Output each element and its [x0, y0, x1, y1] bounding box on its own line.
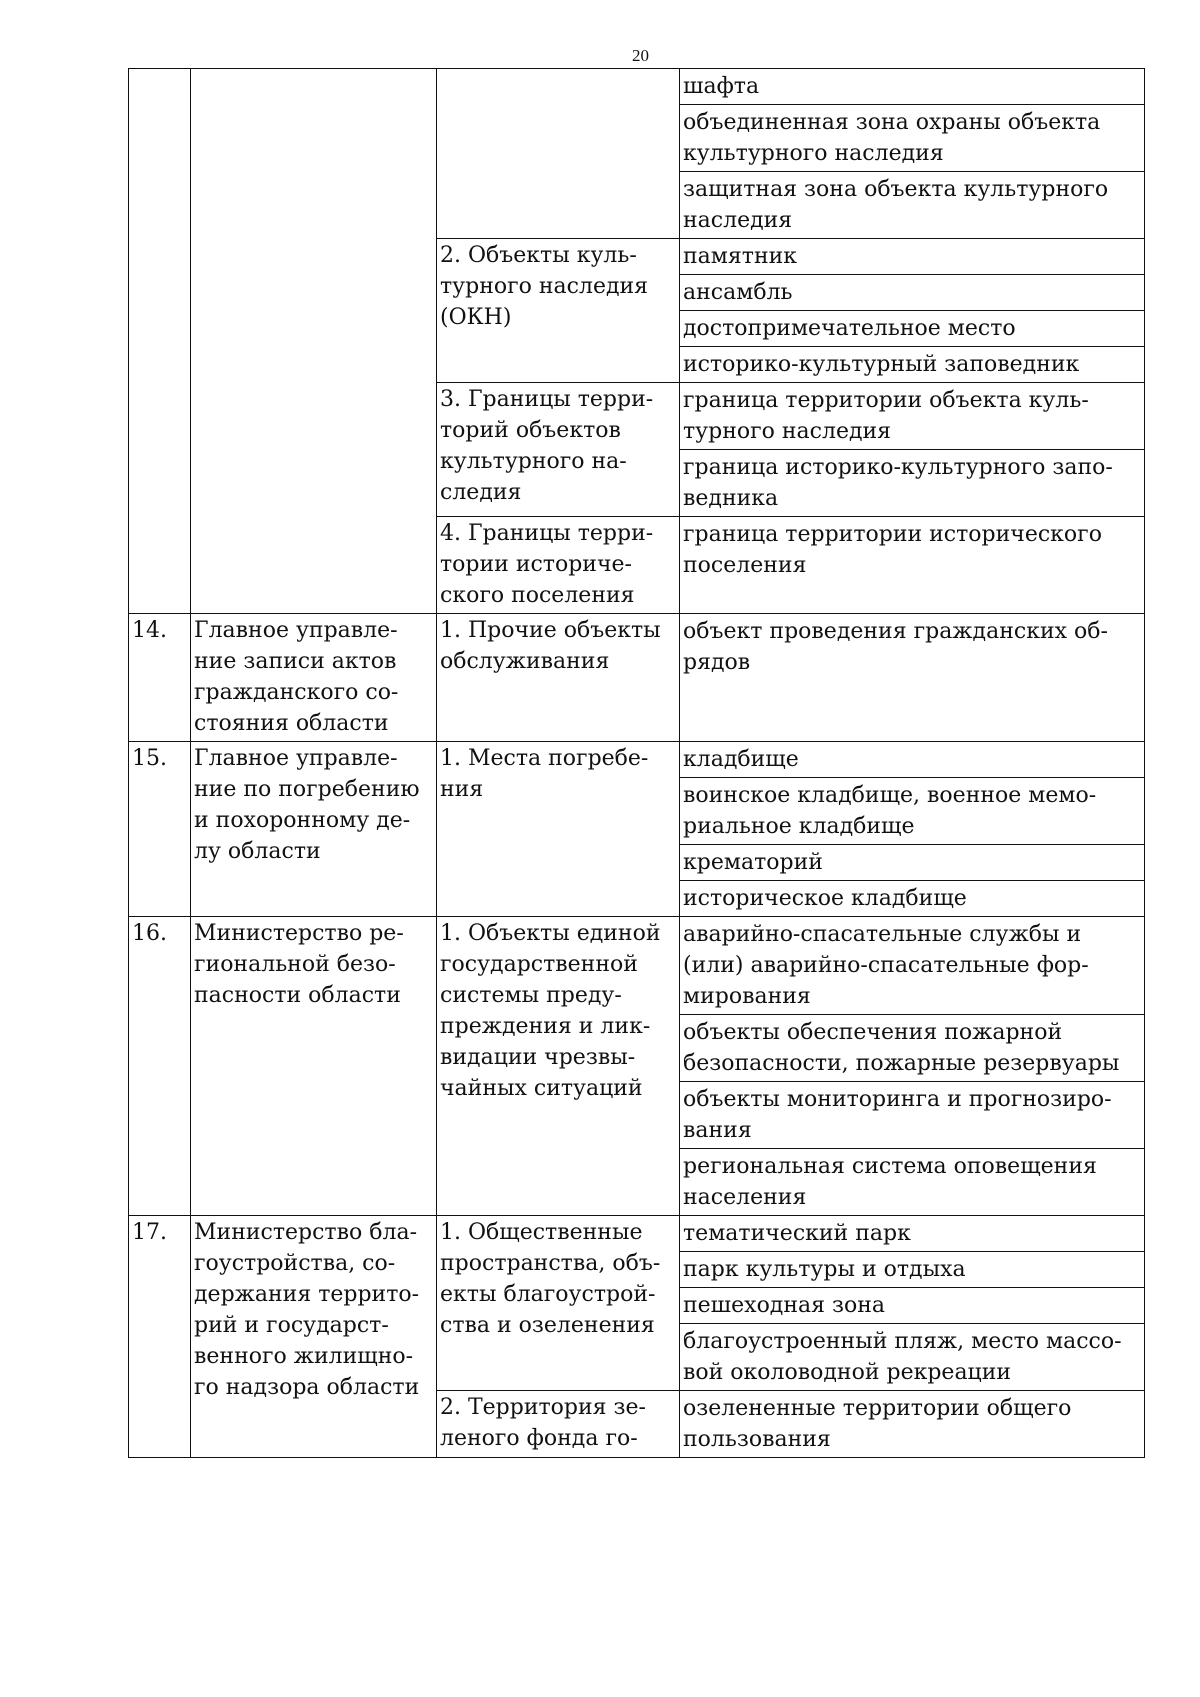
object-type-cell: объекты мониторинга и прогнозиро- вания — [680, 1082, 1145, 1149]
row-number-cell — [129, 69, 191, 614]
category-cell: 1. Общественные пространства, объ- екты благоустрой- ства и озеленения — [437, 1216, 680, 1391]
object-type-cell: кладбище — [680, 742, 1145, 778]
object-type-cell: защитная зона объекта культурного наследия — [680, 172, 1145, 239]
organization-cell: Министерство бла- гоустройства, со- держания террито- рий и государст- венного жилищно- го надзора области — [191, 1216, 437, 1458]
object-type-cell: региональная система оповещения населения — [680, 1149, 1145, 1216]
services-table — [128, 68, 1145, 1458]
category-cell: 4. Границы терри- тории историче- ского поселения — [437, 517, 680, 614]
category-cell: 1. Места погребе- ния — [437, 742, 680, 917]
object-type-cell: озелененные территории общего пользования — [680, 1391, 1145, 1458]
row-number-cell: 14. — [129, 614, 191, 742]
object-type-cell: граница территории исторического поселения — [680, 517, 1145, 614]
object-type-cell: граница территории объекта куль- турного наследия — [680, 383, 1145, 450]
table-row — [129, 69, 1145, 105]
object-type-cell: пешеходная зона — [680, 1288, 1145, 1324]
table-body — [129, 69, 1145, 1458]
organization-cell: Главное управле- ние по погребению и похоронному де- лу области — [191, 742, 437, 917]
organization-cell: Министерство ре- гиональной безо- пасности области — [191, 917, 437, 1216]
object-type-cell: воинское кладбище, военное мемо- риальное кладбище — [680, 778, 1145, 845]
table-row — [129, 1216, 1145, 1252]
object-type-cell: памятник — [680, 239, 1145, 275]
table-row — [129, 917, 1145, 1015]
table-row — [129, 614, 1145, 742]
category-cell: 3. Границы терри- торий объектов культурного на- следия — [437, 383, 680, 517]
category-cell: 1. Объекты единой государственной системы преду- преждения и лик- видации чрезвы- чайных ситуаций — [437, 917, 680, 1216]
category-cell: 2. Территория зе- леного фонда го- — [437, 1391, 680, 1458]
object-type-cell: объект проведения гражданских об- рядов — [680, 614, 1145, 742]
object-type-cell: достопримечательное место — [680, 311, 1145, 347]
object-type-cell: историческое кладбище — [680, 881, 1145, 917]
object-type-cell: парк культуры и отдыха — [680, 1252, 1145, 1288]
page-number: 20 — [632, 46, 649, 65]
object-type-cell: объекты обеспечения пожарной безопасности, пожарные резервуары — [680, 1015, 1145, 1082]
category-cell: 1. Прочие объекты обслуживания — [437, 614, 680, 742]
organization-cell: Главное управле- ние записи актов гражданского со- стояния области — [191, 614, 437, 742]
table-row — [129, 742, 1145, 778]
row-number-cell: 15. — [129, 742, 191, 917]
category-cell: 2. Объекты куль- турного наследия (ОКН) — [437, 239, 680, 383]
row-number-cell: 17. — [129, 1216, 191, 1458]
row-number-cell: 16. — [129, 917, 191, 1216]
object-type-cell: граница историко-культурного запо- ведника — [680, 450, 1145, 517]
category-cell — [437, 69, 680, 239]
object-type-cell: объединенная зона охраны объекта культурного наследия — [680, 105, 1145, 172]
object-type-cell: тематический парк — [680, 1216, 1145, 1252]
organization-cell — [191, 69, 437, 614]
object-type-cell: историко-культурный заповедник — [680, 347, 1145, 383]
object-type-cell: благоустроенный пляж, место массо- вой околоводной рекреации — [680, 1324, 1145, 1391]
object-type-cell: крематорий — [680, 845, 1145, 881]
object-type-cell: аварийно-спасательные службы и (или) аварийно-спасательные фор- мирования — [680, 917, 1145, 1015]
object-type-cell: шафта — [680, 69, 1145, 105]
object-type-cell: ансамбль — [680, 275, 1145, 311]
